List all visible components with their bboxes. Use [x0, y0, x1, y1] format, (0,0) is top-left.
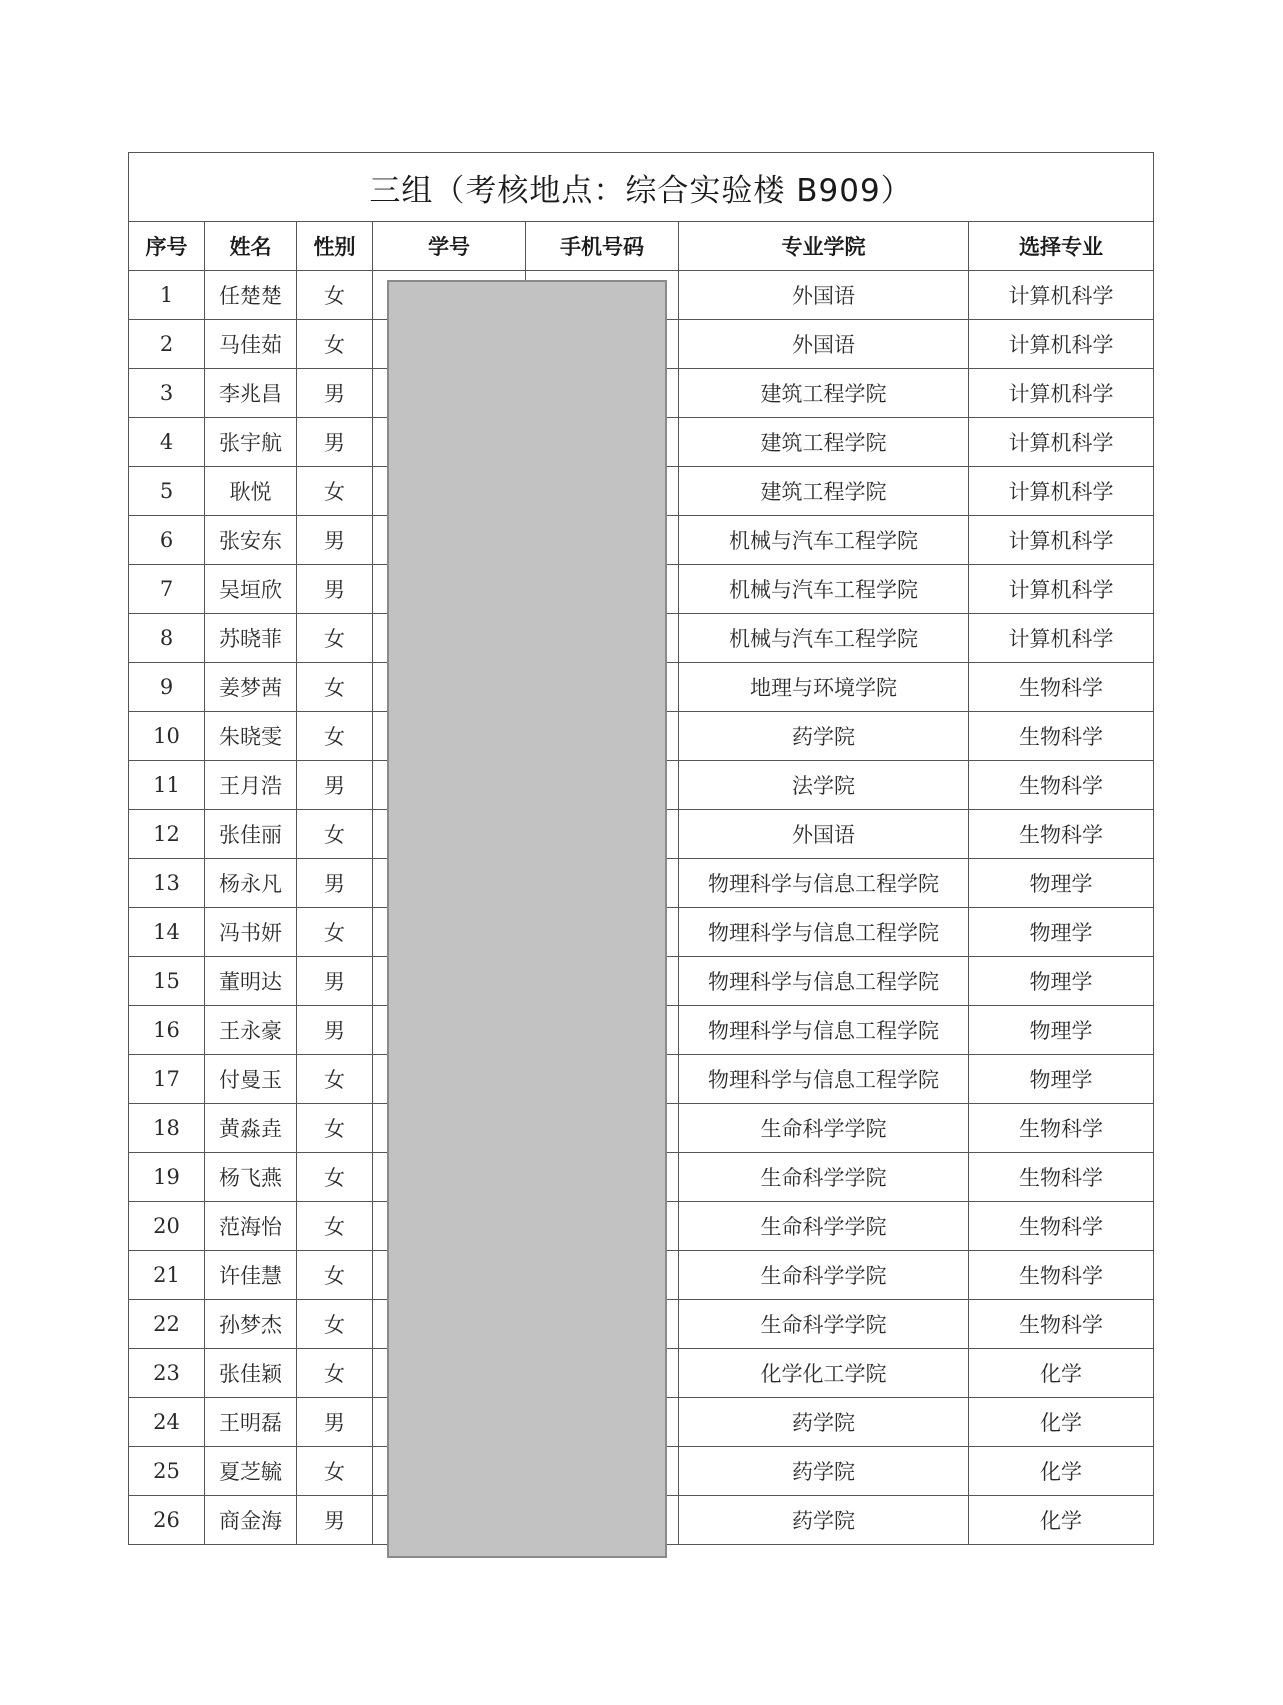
cell-gender: 男 [297, 516, 373, 565]
cell-no: 8 [129, 614, 205, 663]
cell-name: 吴垣欣 [205, 565, 297, 614]
cell-gender: 男 [297, 1496, 373, 1545]
cell-college: 物理科学与信息工程学院 [679, 1006, 969, 1055]
cell-major: 生物科学 [969, 1104, 1154, 1153]
cell-major: 计算机科学 [969, 467, 1154, 516]
cell-no: 4 [129, 418, 205, 467]
cell-gender: 男 [297, 761, 373, 810]
cell-name: 冯书妍 [205, 908, 297, 957]
cell-gender: 男 [297, 1398, 373, 1447]
header-gender: 性别 [297, 222, 373, 271]
cell-name: 张安东 [205, 516, 297, 565]
cell-no: 13 [129, 859, 205, 908]
cell-gender: 男 [297, 369, 373, 418]
cell-no: 1 [129, 271, 205, 320]
cell-no: 6 [129, 516, 205, 565]
cell-college: 生命科学学院 [679, 1104, 969, 1153]
cell-no: 12 [129, 810, 205, 859]
cell-college: 建筑工程学院 [679, 467, 969, 516]
cell-name: 任楚楚 [205, 271, 297, 320]
cell-college: 生命科学学院 [679, 1202, 969, 1251]
cell-college: 机械与汽车工程学院 [679, 565, 969, 614]
cell-gender: 女 [297, 614, 373, 663]
cell-major: 物理学 [969, 859, 1154, 908]
cell-major: 物理学 [969, 1055, 1154, 1104]
cell-college: 地理与环境学院 [679, 663, 969, 712]
cell-name: 黄淼垚 [205, 1104, 297, 1153]
cell-major: 计算机科学 [969, 369, 1154, 418]
cell-name: 马佳茹 [205, 320, 297, 369]
cell-college: 法学院 [679, 761, 969, 810]
cell-college: 化学化工学院 [679, 1349, 969, 1398]
cell-name: 孙梦杰 [205, 1300, 297, 1349]
cell-name: 李兆昌 [205, 369, 297, 418]
cell-major: 计算机科学 [969, 271, 1154, 320]
cell-major: 化学 [969, 1447, 1154, 1496]
header-student-id: 学号 [373, 222, 526, 271]
cell-gender: 男 [297, 565, 373, 614]
cell-college: 生命科学学院 [679, 1153, 969, 1202]
cell-name: 商金海 [205, 1496, 297, 1545]
cell-gender: 男 [297, 957, 373, 1006]
cell-no: 25 [129, 1447, 205, 1496]
redaction-block [387, 280, 667, 1558]
cell-no: 23 [129, 1349, 205, 1398]
cell-gender: 女 [297, 1251, 373, 1300]
cell-college: 药学院 [679, 1447, 969, 1496]
cell-major: 物理学 [969, 908, 1154, 957]
cell-college: 建筑工程学院 [679, 369, 969, 418]
cell-major: 物理学 [969, 957, 1154, 1006]
cell-no: 9 [129, 663, 205, 712]
cell-name: 张佳丽 [205, 810, 297, 859]
cell-no: 16 [129, 1006, 205, 1055]
cell-no: 26 [129, 1496, 205, 1545]
cell-name: 朱晓雯 [205, 712, 297, 761]
cell-college: 药学院 [679, 1398, 969, 1447]
cell-no: 3 [129, 369, 205, 418]
cell-no: 17 [129, 1055, 205, 1104]
cell-gender: 女 [297, 663, 373, 712]
cell-gender: 女 [297, 1153, 373, 1202]
cell-no: 15 [129, 957, 205, 1006]
table-title: 三组（考核地点：综合实验楼 B909） [129, 153, 1154, 222]
cell-major: 计算机科学 [969, 565, 1154, 614]
cell-major: 生物科学 [969, 1251, 1154, 1300]
cell-name: 张佳颖 [205, 1349, 297, 1398]
header-college: 专业学院 [679, 222, 969, 271]
cell-gender: 女 [297, 712, 373, 761]
cell-college: 物理科学与信息工程学院 [679, 908, 969, 957]
cell-gender: 女 [297, 908, 373, 957]
cell-name: 王月浩 [205, 761, 297, 810]
cell-gender: 女 [297, 1055, 373, 1104]
cell-college: 外国语 [679, 320, 969, 369]
cell-college: 物理科学与信息工程学院 [679, 1055, 969, 1104]
cell-major: 计算机科学 [969, 516, 1154, 565]
cell-no: 21 [129, 1251, 205, 1300]
cell-name: 付曼玉 [205, 1055, 297, 1104]
cell-college: 药学院 [679, 712, 969, 761]
cell-name: 许佳慧 [205, 1251, 297, 1300]
cell-gender: 女 [297, 320, 373, 369]
cell-college: 机械与汽车工程学院 [679, 516, 969, 565]
cell-name: 姜梦茜 [205, 663, 297, 712]
cell-name: 苏晓菲 [205, 614, 297, 663]
cell-gender: 男 [297, 418, 373, 467]
cell-name: 杨飞燕 [205, 1153, 297, 1202]
cell-college: 物理科学与信息工程学院 [679, 957, 969, 1006]
cell-no: 18 [129, 1104, 205, 1153]
cell-major: 生物科学 [969, 1153, 1154, 1202]
cell-name: 夏芝毓 [205, 1447, 297, 1496]
cell-gender: 女 [297, 810, 373, 859]
header-row [129, 222, 1154, 271]
cell-gender: 女 [297, 1349, 373, 1398]
cell-no: 20 [129, 1202, 205, 1251]
cell-name: 董明达 [205, 957, 297, 1006]
cell-college: 药学院 [679, 1496, 969, 1545]
cell-name: 张宇航 [205, 418, 297, 467]
cell-no: 10 [129, 712, 205, 761]
cell-college: 物理科学与信息工程学院 [679, 859, 969, 908]
header-major: 选择专业 [969, 222, 1154, 271]
cell-major: 生物科学 [969, 810, 1154, 859]
cell-major: 生物科学 [969, 761, 1154, 810]
cell-major: 生物科学 [969, 1300, 1154, 1349]
cell-gender: 女 [297, 467, 373, 516]
cell-name: 王永豪 [205, 1006, 297, 1055]
cell-name: 耿悦 [205, 467, 297, 516]
cell-gender: 女 [297, 1300, 373, 1349]
cell-major: 化学 [969, 1496, 1154, 1545]
cell-college: 生命科学学院 [679, 1300, 969, 1349]
cell-no: 2 [129, 320, 205, 369]
cell-major: 计算机科学 [969, 418, 1154, 467]
cell-gender: 女 [297, 1104, 373, 1153]
cell-major: 化学 [969, 1398, 1154, 1447]
cell-major: 生物科学 [969, 712, 1154, 761]
cell-no: 7 [129, 565, 205, 614]
cell-no: 22 [129, 1300, 205, 1349]
cell-college: 建筑工程学院 [679, 418, 969, 467]
cell-college: 生命科学学院 [679, 1251, 969, 1300]
cell-no: 24 [129, 1398, 205, 1447]
cell-college: 外国语 [679, 810, 969, 859]
cell-no: 5 [129, 467, 205, 516]
cell-college: 外国语 [679, 271, 969, 320]
cell-major: 物理学 [969, 1006, 1154, 1055]
cell-major: 化学 [969, 1349, 1154, 1398]
cell-name: 王明磊 [205, 1398, 297, 1447]
header-phone: 手机号码 [526, 222, 679, 271]
cell-major: 计算机科学 [969, 320, 1154, 369]
cell-major: 计算机科学 [969, 614, 1154, 663]
cell-gender: 女 [297, 1447, 373, 1496]
cell-gender: 女 [297, 1202, 373, 1251]
header-name: 姓名 [205, 222, 297, 271]
cell-college: 机械与汽车工程学院 [679, 614, 969, 663]
cell-major: 生物科学 [969, 663, 1154, 712]
cell-no: 11 [129, 761, 205, 810]
cell-no: 19 [129, 1153, 205, 1202]
cell-name: 杨永凡 [205, 859, 297, 908]
cell-gender: 男 [297, 1006, 373, 1055]
cell-gender: 男 [297, 859, 373, 908]
cell-gender: 女 [297, 271, 373, 320]
header-no: 序号 [129, 222, 205, 271]
cell-name: 范海怡 [205, 1202, 297, 1251]
cell-major: 生物科学 [969, 1202, 1154, 1251]
cell-no: 14 [129, 908, 205, 957]
